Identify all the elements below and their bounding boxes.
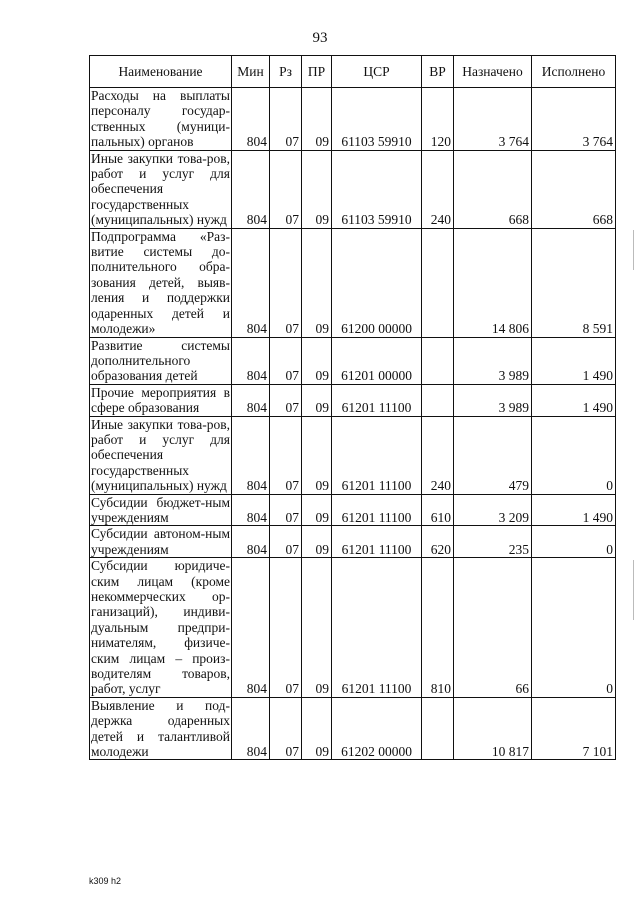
header-executed: Исполнено <box>532 56 616 88</box>
cell-pr: 09 <box>302 337 332 384</box>
cell-rz: 07 <box>270 337 302 384</box>
table-header-row <box>90 56 616 88</box>
cell-name: Развитие системы дополнительного образования детей <box>91 337 230 384</box>
cell-csr: 61103 59910 <box>332 88 422 151</box>
scan-edge-mark <box>633 230 634 270</box>
cell-rz: 07 <box>270 494 302 526</box>
cell-executed: 1 490 <box>532 494 616 526</box>
cell-rz: 07 <box>270 697 302 760</box>
cell-min: 804 <box>232 697 270 760</box>
cell-assigned: 479 <box>454 416 532 494</box>
cell-min: 804 <box>232 558 270 698</box>
cell-rz: 07 <box>270 228 302 337</box>
header-assigned: Назначено <box>454 56 532 88</box>
cell-vr: 610 <box>422 494 454 526</box>
cell-vr: 120 <box>422 88 454 151</box>
cell-pr: 09 <box>302 384 332 416</box>
cell-assigned: 235 <box>454 526 532 558</box>
cell-executed: 3 764 <box>532 88 616 151</box>
cell-executed: 8 591 <box>532 228 616 337</box>
header-pr: ПР <box>302 56 332 88</box>
cell-executed: 7 101 <box>532 697 616 760</box>
cell-name: Иные закупки това-ров, работ и услуг для обеспечения государственных (муниципальных) нужд <box>91 416 230 494</box>
scan-edge-mark <box>633 560 634 620</box>
cell-vr: 240 <box>422 150 454 228</box>
cell-rz: 07 <box>270 526 302 558</box>
cell-executed: 0 <box>532 558 616 698</box>
cell-assigned: 3 989 <box>454 384 532 416</box>
cell-min: 804 <box>232 384 270 416</box>
table-row <box>90 228 616 337</box>
cell-name: Прочие мероприятия в сфере образования <box>91 384 230 416</box>
table-row <box>90 88 616 151</box>
cell-min: 804 <box>232 337 270 384</box>
cell-assigned: 668 <box>454 150 532 228</box>
header-vr: ВР <box>422 56 454 88</box>
cell-executed: 1 490 <box>532 384 616 416</box>
cell-assigned: 10 817 <box>454 697 532 760</box>
cell-name: Иные закупки това-ров, работ и услуг для обеспечения государственных (муниципальных) нужд <box>91 150 230 228</box>
cell-csr: 61201 00000 <box>332 337 422 384</box>
cell-assigned: 66 <box>454 558 532 698</box>
cell-pr: 09 <box>302 416 332 494</box>
cell-assigned: 3 209 <box>454 494 532 526</box>
cell-rz: 07 <box>270 88 302 151</box>
cell-csr: 61200 00000 <box>332 228 422 337</box>
cell-name: Выявление и под-держка одаренных детей и талантливой молодежи <box>91 697 230 760</box>
header-min: Мин <box>232 56 270 88</box>
table-row <box>90 416 616 494</box>
cell-pr: 09 <box>302 697 332 760</box>
table-row <box>90 337 616 384</box>
cell-vr: 240 <box>422 416 454 494</box>
cell-csr: 61201 11100 <box>332 494 422 526</box>
cell-executed: 668 <box>532 150 616 228</box>
cell-min: 804 <box>232 228 270 337</box>
cell-min: 804 <box>232 494 270 526</box>
cell-executed: 1 490 <box>532 337 616 384</box>
cell-executed: 0 <box>532 416 616 494</box>
cell-vr <box>422 337 454 384</box>
header-csr: ЦСР <box>332 56 422 88</box>
cell-vr: 810 <box>422 558 454 698</box>
cell-csr: 61201 11100 <box>332 526 422 558</box>
cell-pr: 09 <box>302 150 332 228</box>
cell-assigned: 3 989 <box>454 337 532 384</box>
cell-csr: 61103 59910 <box>332 150 422 228</box>
table-row <box>90 384 616 416</box>
cell-rz: 07 <box>270 150 302 228</box>
cell-name: Субсидии автоном-ным учреждениям <box>91 526 230 557</box>
cell-name: Расходы на выплаты персоналу государ-ственных (муници-пальных) органов <box>91 88 230 150</box>
cell-rz: 07 <box>270 384 302 416</box>
cell-csr: 61201 11100 <box>332 416 422 494</box>
cell-rz: 07 <box>270 558 302 698</box>
cell-pr: 09 <box>302 526 332 558</box>
budget-table <box>89 55 616 760</box>
cell-executed: 0 <box>532 526 616 558</box>
cell-vr <box>422 697 454 760</box>
table-row <box>90 558 616 698</box>
header-rz: Рз <box>270 56 302 88</box>
cell-name: Подпрограмма «Раз-витие системы до-полнительного обра-зования детей, выяв-ления и поддержки одаренных детей и молодежи» <box>91 228 230 337</box>
table-row <box>90 150 616 228</box>
cell-min: 804 <box>232 526 270 558</box>
cell-vr: 620 <box>422 526 454 558</box>
cell-min: 804 <box>232 416 270 494</box>
cell-pr: 09 <box>302 558 332 698</box>
header-name: Наименование <box>90 56 232 88</box>
cell-pr: 09 <box>302 228 332 337</box>
cell-pr: 09 <box>302 494 332 526</box>
table-row <box>90 526 616 558</box>
footer-code: k309 h2 <box>89 876 122 886</box>
cell-min: 804 <box>232 88 270 151</box>
cell-name: Субсидии бюджет-ным учреждениям <box>91 494 230 525</box>
cell-vr <box>422 384 454 416</box>
cell-min: 804 <box>232 150 270 228</box>
cell-name: Субсидии юридиче-ским лицам (кроме некоммерческих ор-ганизаций), индиви-дуальным предпри-нимателям, физиче-ским лицам – произ-водителям товаров, работ, услуг <box>91 558 230 697</box>
cell-pr: 09 <box>302 88 332 151</box>
table-row <box>90 697 616 760</box>
cell-csr: 61201 11100 <box>332 384 422 416</box>
cell-csr: 61202 00000 <box>332 697 422 760</box>
cell-assigned: 3 764 <box>454 88 532 151</box>
cell-csr: 61201 11100 <box>332 558 422 698</box>
table-row <box>90 494 616 526</box>
cell-assigned: 14 806 <box>454 228 532 337</box>
cell-vr <box>422 228 454 337</box>
page-number: 93 <box>312 30 328 46</box>
cell-rz: 07 <box>270 416 302 494</box>
